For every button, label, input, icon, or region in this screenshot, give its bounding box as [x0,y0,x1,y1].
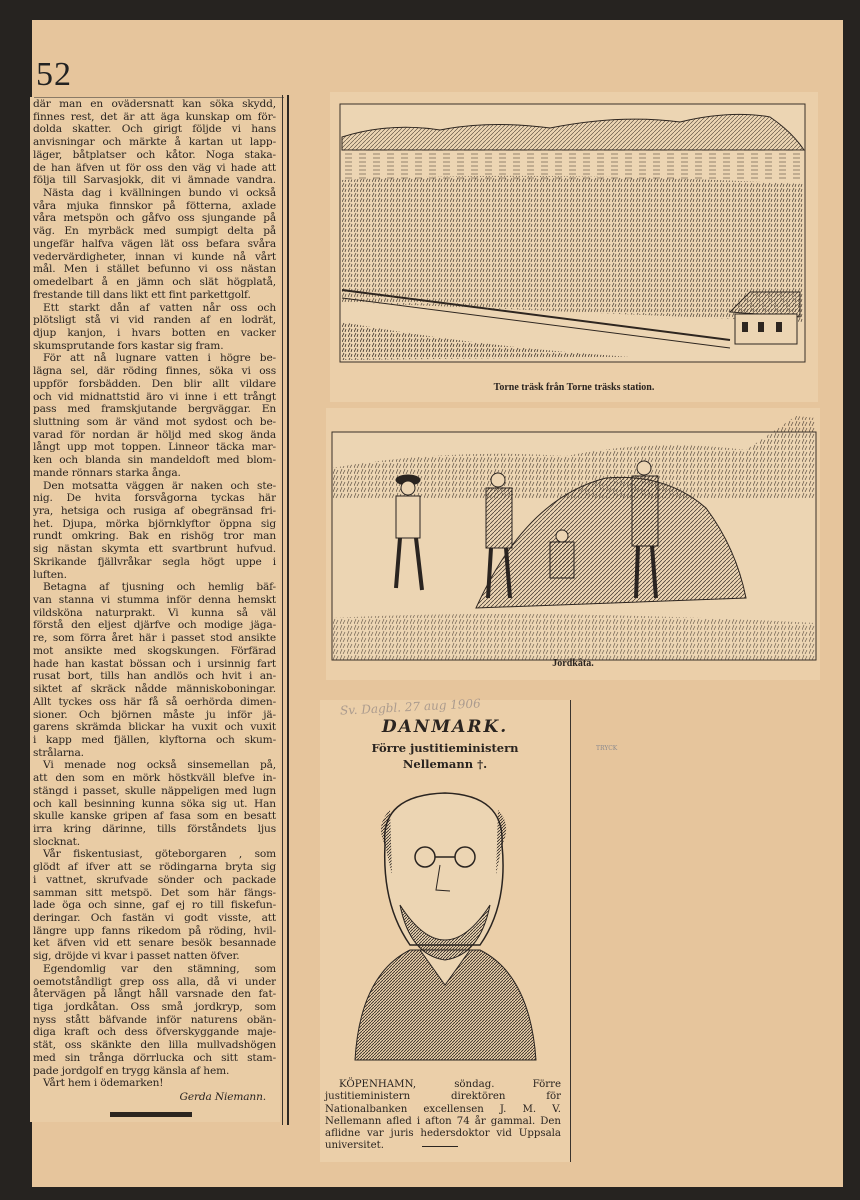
archive-stamp: TRYCK [596,745,618,752]
article-line: dolda skatter. Och girigt följde vi hans [33,123,276,136]
article-line: yra, hetsiga och rusiga af obegränsad fri- [33,505,276,517]
article-line: Vår fiskentusiast, göteborgaren , som [43,848,276,861]
article-line: mot ansikte med skogskungen. Förfärad [33,644,276,657]
page-number: 52 [36,56,72,93]
column-rule [287,95,289,1125]
headline [322,740,568,772]
portrait-illustration [350,785,540,1065]
article-line: slocknat. [33,835,80,848]
article-line: varad för nordan är höljd med skog ända [33,428,276,441]
column-rule [282,95,283,1125]
article-line: pass med framskjutande bergväggar. En [33,403,276,416]
article-line: med sin trånga dörrlucka och sitt stam- [33,1051,276,1064]
article-line: samman sitt metspö. Det som här fängs- [33,886,276,899]
article-line: ken och blanda sin mandeldoft med blom- [33,454,276,467]
article-line: skulle kanske gripen af fasa som en besatt [33,810,276,823]
article-line: oemotståndligt grep oss alla, då vi under [33,975,276,988]
end-rule [110,1112,192,1117]
article-line: tiga jordkåtan. Oss små jordkryp, som [33,1001,276,1014]
article-line: väg. En myrbäck med sumpigt delta på [33,225,276,238]
headline-line: Förre justitieministern [371,741,519,755]
article-line: Den motsatta väggen är naken och ste- [43,479,276,492]
article-line: djup kanjon, i hvars botten en vacker [33,326,276,339]
article-line: i vattnet, skrufvade sönder och packade [33,873,276,886]
article-line: anvisningar och märkte å kartan ut lapp- [33,136,276,149]
article-line: Allt tyckes oss här få så oerhörda dimen- [33,695,276,708]
article-line: mande rönnars starka ånga. [33,466,181,479]
author-signature: Gerda Niemann. [179,1091,266,1104]
article-line: sig nästan skymta ett svartbrunt hufvud. [33,543,276,556]
article-line: läger, båtplatser och kåtor. Noga staka- [33,148,276,161]
article-line: följa till Sarvasjokk, dit vi ämnade vandra. [33,174,276,187]
article-line: där man en ovädersnatt kan söka skydd, [33,98,276,110]
turf-hut-illustration [326,408,820,680]
article-line: hade han kastat bössan och i ursinnig fart [33,657,276,670]
article-line: siktet af skräck nådde människoboningar. [33,683,276,696]
article-line: sluttning som är vänd mot sydost och be- [33,415,276,428]
article-line: längre upp fanns rikedom på röding, hvil- [33,924,276,937]
article-line: våra metspön och gåfvo oss sjungande på [33,212,276,225]
article-line: och vid midnattstid äro vi inne i ett trångt [33,390,276,403]
illustration-clipping-torne-trask [330,92,818,402]
article-line: förstå den eljest djärfve och modige jäga- [33,619,276,632]
article-line: För att nå lugnare vatten i högre be- [43,352,276,365]
article-line: nyss stått bäfvande inför naturens obän- [33,1013,276,1026]
article-line: i kapp med fjällen, klyftorna och skum- [33,733,276,746]
article-line: glödt af ifver att se rödingarna bryta sig [33,861,276,874]
article-line: våra mjuka finnskor på fötterna, axlade [33,199,276,212]
article-line: att den som en mörk höstkväll blefve in- [33,772,276,785]
article-line: pade jordgolf en trygg känsla af hem. [33,1064,230,1077]
article-line: vildsköna naturprakt. Vi kunna så väl [33,606,276,619]
article-line: rusat bort, tills han andlös och hvit i an- [33,670,276,683]
headline-line: Nellemann †. [402,757,488,771]
article-line: diga kraft och dess öfverskyggande maje- [33,1026,276,1039]
article-line: omedelbart å en jämn och slät högplatå, [33,276,276,289]
article-line: re, som förra året här i passet stod ansikte [33,632,276,645]
article-line: ungefär halfva vägen lät oss befara svåra [33,237,276,250]
article-line: lägna sel, där röding finnes, söka vi oss [33,365,276,378]
article-line: stät, oss skänkte den lilla mullvadshögen [33,1039,276,1052]
article-line: het. Djupa, mörka björnklyftor öppna sig [33,517,276,530]
end-rule [422,1146,458,1147]
article-line: stängd i passet, skulle näppeligen med lugn [33,784,276,797]
article-line: van stanna vi stumma inför denna hemskt [33,594,276,607]
article-line: Egendomlig var den stämning, som [43,962,276,975]
article-line: Skrikande fjällvråkar segla högt uppe i [33,555,276,568]
illustration-caption: Torne träsk från Torne träsks station. [493,382,655,393]
article-line: irra kring därinne, tills förståndets ljus [33,822,276,835]
handwritten-note: Sv. Dagbl. 27 aug 1906 [339,696,482,718]
landscape-illustration [330,92,818,402]
article-line: lade öga och sinne, gaf ej ro till fiskefun- [33,899,276,912]
article-line: långt upp mot toppen. Linneor täcka mar- [33,441,276,454]
article-line: återvägen på långt håll varsnade den fat- [33,988,276,1001]
article-line: uppför forsbädden. Den blir allt vildare [33,377,276,390]
article-line: sig, dröjde vi kvar i passet natten öfver. [33,950,240,963]
article-text [33,98,276,1104]
section-title: DANMARK. [381,717,509,737]
article-line: Betagna af tjusning och hemlig bäf- [43,581,276,594]
article-line: de han äfven ut för oss den väg vi hade att [33,161,276,174]
article-line: Vårt hem i ödemarken! [43,1077,164,1090]
obituary-text: KÖPENHAMN, söndag. Förre justitieministern direktören för Nationalbanken excellensen J. M. V. Nellemann afled i afton 74 år gammal. Den aflidne var juris hedersdoktor vid Uppsala universitet. [325,1079,561,1152]
article-line: garens skrämda blickar ha vuxit och vuxit [33,721,276,734]
article-line: och kall besinning kunna söka sig ut. Han [33,797,276,810]
article-line: Vi menade nog också sinsemellan på, [43,759,276,772]
article-line: sioner. Och björnen måste ju inför jä- [33,708,276,721]
article-line: luften. [33,568,67,581]
article-line: Ett starkt dån af vatten når oss och [43,301,276,314]
article-line: deringar. Och fastän vi godt visste, att [33,912,276,924]
article-line: rundt omkring. Bak en rishög tror man [33,530,276,543]
article-line: ket äfven vid ett senare besök besannade [33,937,276,950]
article-line: plötsligt stå vi vid randen af en lodrät, [33,314,276,327]
article-line: mål. Men i stället befunno vi oss nästan [33,263,276,276]
article-line: frestande till dans likt ett fint parkettgolf. [33,288,251,301]
article-line: Nästa dag i kvällningen bundo vi också [43,187,276,200]
article-line: strålarna. [33,746,84,759]
illustration-clipping-jordkata [326,408,820,680]
illustration-caption: Jordkåta. [552,658,594,669]
article-line: nig. De hvita forsvågorna tyckas här [33,492,276,505]
article-line: vedervärdigheter, innan vi kunde nå vårt [33,250,276,263]
article-line: skumsprutande fors kastar sig fram. [33,339,224,352]
article-line: finnes rest, det är att äga kunskap om för- [33,110,276,123]
